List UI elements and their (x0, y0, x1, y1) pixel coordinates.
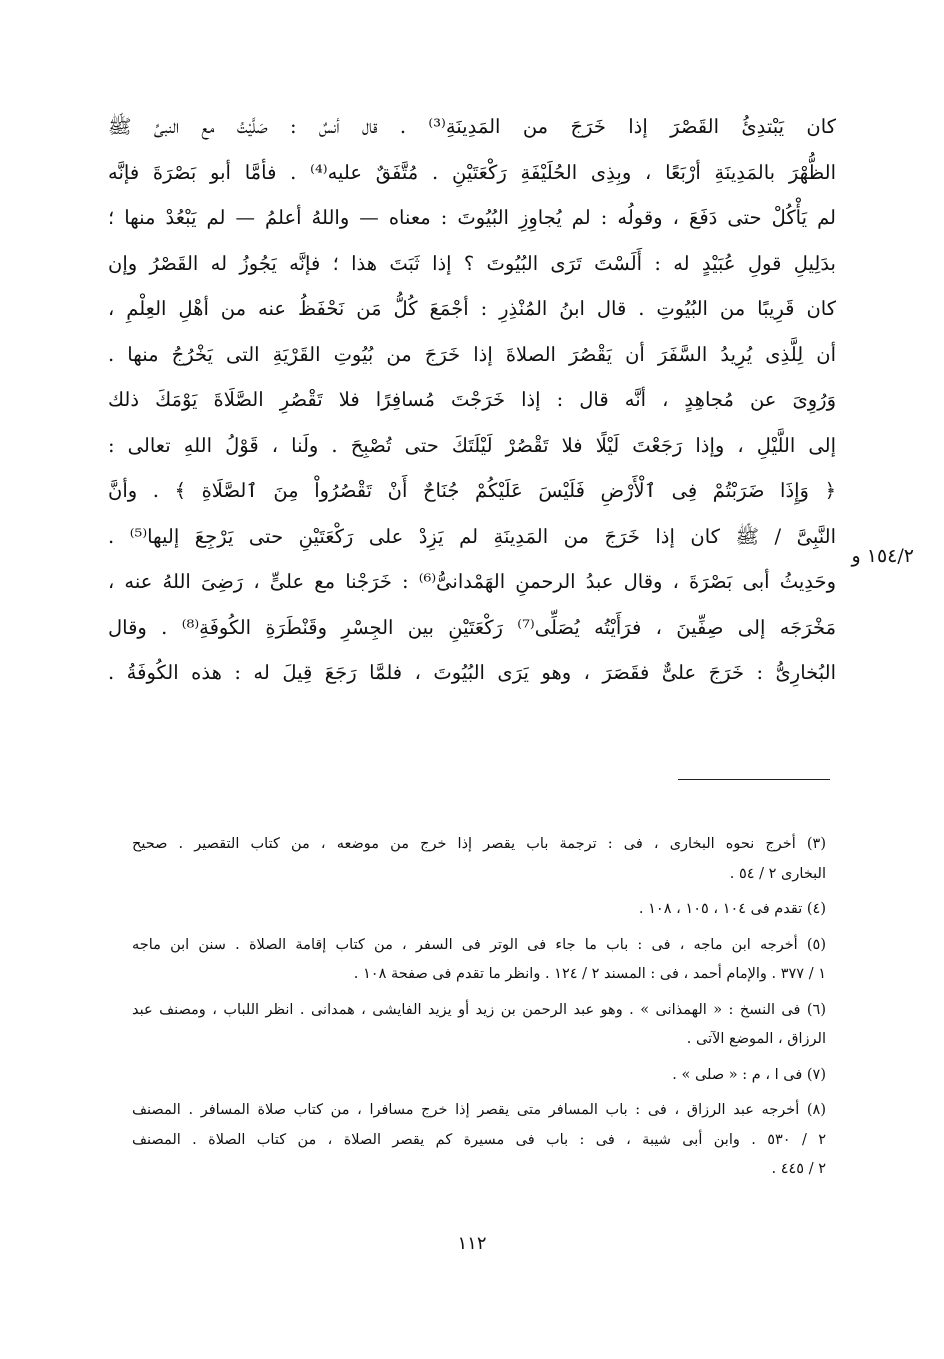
text-line: إلى اللَّيْلِ ، وإذا رَجَعْتَ لَيْلًا فلا تَقْصُرْ لَيْلَتَكَ حتى تُصْبِحَ . ولَنا ، قَوْلُ اللهِ تعالى : (108, 433, 836, 457)
quran-verse-line: ﴿ وَإِذَا ضَرَبْتُمْ فِى ٱلْأَرْضِ فَلَيْسَ عَلَيْكُمْ جُنَاحٌ أَنْ تَقْصُرُواْ مِنَ ٱلصَّلَاةِ ﴾ . وأنَّ (108, 479, 836, 502)
footnote-line: ١ / ٣٧٧ . والإمام أحمد ، فى : المسند ٢ / ١٢٤ . وانظر ما تقدم فى صفحة ١٠٨ . (353, 966, 826, 982)
text-line: الظُّهْرَ بالمَدِينَةِ أرْبَعًا ، وبِذِى الحُلَيْفَةِ رَكْعَتَيْنِ . مُتَّفَقٌ عليه⁽⁴⁾ . فأمَّا أبو بَصْرَةَ فإنَّه (108, 160, 836, 184)
footnote-line: (٧) فى ا ، م : « صلى » . (672, 1066, 826, 1083)
text-line: وحَدِيثُ أبى بَصْرَةَ ، وقال عبدُ الرحمنِ الهَمْدانىُّ⁽⁶⁾ : خَرَجْنا مع علىٍّ ، رَضِىَ اللهُ عنه ، (108, 570, 836, 593)
text-line: مَخْرَجَه إلى صِفِّينَ ، فرَأَيْتُه يُصَلِّى⁽⁷⁾ رَكْعَتَيْنِ بين الجِسْرِ وقَنْطَرَةِ الكُوفَةِ⁽⁸⁾ . وقال (108, 615, 836, 639)
text-line: النَّبِىَّ / ﷺ كان إذا خَرَجَ من المَدِينَةِ لم يَزِدْ على رَكْعَتَيْنِ حتى يَرْجِعَ إليها⁽⁵⁾ . (108, 524, 836, 548)
margin-manuscript-reference: ١٥٤/٢ و (851, 545, 914, 567)
footnote-7 (132, 1061, 826, 1091)
text-line: البُخارِىُّ : خَرَجَ علىٌّ فقَصَرَ ، وهو يَرَى البُيُوتَ ، فلمَّا رَجَعَ قِيلَ له : هذه الكُوفَةُ . (108, 661, 836, 684)
footnote-line: (٨) أخرجه عبد الرزاق ، فى : باب المسافر متى يقصر إذا خرج مسافرا ، من كتاب صلاة المسافر . المصنف (132, 1102, 826, 1118)
footnote-line: ٢ / ٤٤٥ . (771, 1161, 826, 1177)
footnote-line: (٣) أخرج نحوه البخارى ، فى : ترجمة باب يقصر إذا خرج من موضعه ، من كتاب التقصير . صحيح (132, 836, 826, 852)
text-line: وَرُوِىَ عن مُجاهِدٍ ، أنَّه قال : إذا خَرَجْتَ مُسافِرًا فلا تَقْصُرِ الصَّلَاةَ يَوْمَكَ ذلك (108, 388, 836, 411)
footnote-6 (132, 996, 826, 1055)
footnote-line: (٤) تقدم فى ١٠٤ ، ١٠٥ ، ١٠٨ . (638, 901, 826, 917)
text-line: كان يَبْتدِئُ القَصْرَ إذا خَرَجَ من المَدِينَةِ⁽³⁾ . قال أنسٌ : صَلَّيْتُ مع النبىِّ ﷺ (108, 115, 836, 138)
footnotes (132, 830, 826, 1191)
footnote-4 (132, 895, 826, 925)
footnote-separator (678, 779, 830, 780)
footnote-8 (132, 1096, 826, 1185)
footnote-5 (132, 931, 826, 990)
text-line: لم يَأْكُلْ حتى دَفَعَ ، وقولُه : لم يُجاوِزِ البُيُوتَ : معناه — واللهُ أعلمُ — لم يَبْعُدْ منها ؛ (108, 206, 836, 229)
footnote-line: البخارى ٢ / ٥٤ . (729, 865, 826, 882)
footnote-line: (٥) أخرجه ابن ماجه ، فى : باب ما جاء فى الوتر فى السفر ، من كتاب إقامة الصلاة . سنن ابن ماجه (132, 936, 826, 953)
page-number: ١١٢ (457, 1233, 487, 1254)
footnote-line: ٢ / ٥٣٠ . وابن أبى شيبة ، فى : باب فى مسيرة كم يقصر الصلاة ، من كتاب الصلاة . المصنف (132, 1131, 826, 1148)
footnote-line: (٦) فى النسخ : « الهمذانى » . وهو عبد الرحمن بن زيد أو يزيد الفايشى ، همدانى . انظر اللباب ، ومصنف عبد (132, 1001, 826, 1018)
main-text (108, 104, 836, 696)
footnote-3 (132, 830, 826, 889)
text-line: أن لِلَّذِى يُرِيدُ السَّفَرَ أن يَقْصُرَ الصلاةَ إذا خَرَجَ من بُيُوتِ القَرْيَةِ التى يَخْرُجُ منها . (108, 342, 836, 366)
text-line: بدَلِيلِ قولِ عُبَيْدٍ له : أَلَسْتَ تَرَى البُيُوتَ ؟ إذا ثَبَتَ هذا ؛ فإنَّه يَجُوزُ له القَصْرُ وإن (108, 251, 836, 275)
footnote-line: الرزاق ، الموضع الآتى . (686, 1031, 826, 1047)
text-line: كان قَرِيبًا من البُيُوتِ . قال ابنُ المُنْذِرِ : أجْمَعَ كُلُّ مَن نَحْفَظُ عنه من أهْلِ العِلْمِ ، (108, 297, 836, 320)
